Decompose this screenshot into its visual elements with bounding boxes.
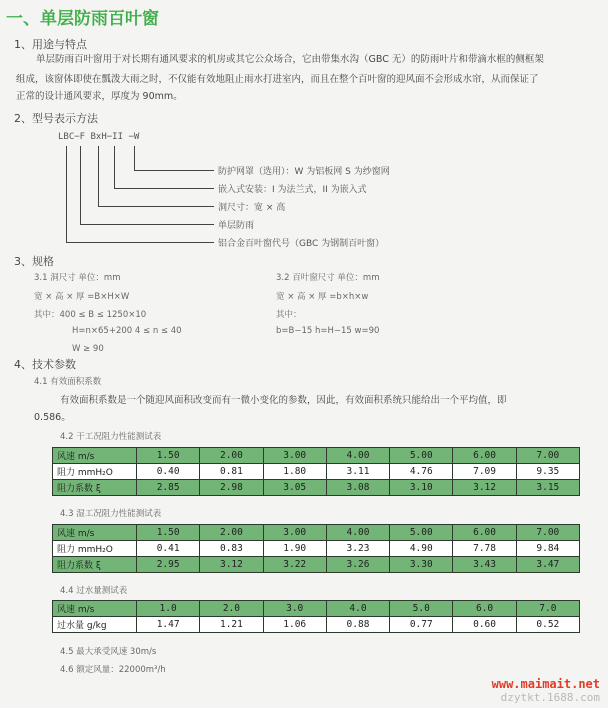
watermark-site: www.maimait.net (491, 677, 600, 691)
table-cell: 3.15 (516, 480, 579, 496)
s1-line-2: 组成，该窗体即使在瓢泼大雨之时，不仅能有效地阻止雨水打进室内，而且在整个百叶窗的迎风面不会形成水帘，从而保证了 (16, 74, 539, 85)
code-item-type: 单层防雨 (218, 221, 255, 231)
s41-line-2: 0.586。 (34, 412, 71, 423)
row-label: 过水量 g/kg (53, 617, 137, 633)
table-cell: 2.0 (200, 601, 263, 617)
table-cell: 0.77 (390, 617, 453, 633)
table-row (53, 557, 580, 573)
spec-left-3: 其中：400 ≤ B ≤ 1250×10 (34, 310, 147, 320)
code-item-size: 洞尺寸：宽 × 高 (218, 203, 286, 213)
row-label: 阻力系数 ξ (53, 480, 137, 496)
table-cell: 6.0 (453, 601, 516, 617)
watermark-url: dzytkt.1688.com (500, 691, 600, 704)
page-title: 一、单层防雨百叶窗 (6, 9, 159, 29)
code-item-code: 铝合金百叶窗代号（GBC 为钢制百叶窗） (218, 239, 385, 249)
s46-line: 4.6 额定风量：22000m³/h (60, 665, 166, 675)
section-1-heading: 1、用途与特点 (14, 38, 87, 51)
table-cell: 2.00 (200, 448, 263, 464)
table-cell: 4.00 (326, 448, 389, 464)
table-cell: 3.0 (263, 601, 326, 617)
table-cell: 7.0 (516, 601, 579, 617)
table-cell: 3.26 (326, 557, 389, 573)
table-cell: 3.12 (453, 480, 516, 496)
s1-line-1: 单层防雨百叶窗用于对长期有通风要求的机房或其它公众场合，它由带集水沟（GBC 无）的防雨叶片和带滴水框的侧框架 (36, 54, 544, 65)
spec-left-1: 3.1 洞尺寸 单位：mm (34, 273, 121, 283)
table-cell: 3.11 (326, 464, 389, 480)
table-cell: 0.81 (200, 464, 263, 480)
table-cell: 3.30 (390, 557, 453, 573)
table-cell: 5.0 (390, 601, 453, 617)
code-item-install: 嵌入式安装：I 为法兰式，II 为嵌入式 (218, 185, 367, 195)
table-cell: 0.52 (516, 617, 579, 633)
table-cell: 7.78 (453, 541, 516, 557)
table-cell: 3.23 (326, 541, 389, 557)
row-label: 阻力 mmH₂O (53, 464, 137, 480)
model-code: LBC−F BxH−II −W (58, 132, 140, 142)
table-row (53, 601, 580, 617)
table-row (53, 617, 580, 633)
spec-left-5: W ≥ 90 (72, 344, 104, 354)
table-cell: 0.60 (453, 617, 516, 633)
table-cell: 1.06 (263, 617, 326, 633)
table-cell: 1.50 (137, 448, 200, 464)
water-carryover-table (52, 600, 580, 633)
section-4-heading: 4、技术参数 (14, 358, 76, 371)
table-cell: 2.85 (137, 480, 200, 496)
table-row (53, 541, 580, 557)
s1-line-3: 正常的设计通风要求，厚度为 90mm。 (16, 91, 183, 102)
wet-resistance-table (52, 524, 580, 573)
table-cell: 0.83 (200, 541, 263, 557)
spec-left-4: H=n×65+200 4 ≤ n ≤ 40 (72, 326, 182, 336)
table-cell: 5.00 (390, 525, 453, 541)
s41-heading: 4.1 有效面积系数 (34, 377, 102, 387)
table-cell: 3.05 (263, 480, 326, 496)
table-cell: 5.00 (390, 448, 453, 464)
section-3-heading: 3、规格 (14, 255, 54, 268)
table-cell: 2.00 (200, 525, 263, 541)
table-cell: 4.0 (326, 601, 389, 617)
table-cell: 1.90 (263, 541, 326, 557)
table-cell: 1.80 (263, 464, 326, 480)
table-cell: 0.40 (137, 464, 200, 480)
row-label: 风速 m/s (53, 601, 137, 617)
spec-right-3: 其中： (276, 310, 302, 320)
row-label: 风速 m/s (53, 448, 137, 464)
table-cell: 9.84 (516, 541, 579, 557)
table-cell: 3.43 (453, 557, 516, 573)
row-label: 阻力系数 ξ (53, 557, 137, 573)
table-cell: 3.10 (390, 480, 453, 496)
table-cell: 9.35 (516, 464, 579, 480)
code-item-mesh: 防护网罩（选用）：W 为铝板网 S 为纱窗网 (218, 167, 390, 177)
table-cell: 4.76 (390, 464, 453, 480)
table-row (53, 448, 580, 464)
row-label: 阻力 mmH₂O (53, 541, 137, 557)
table-cell: 7.09 (453, 464, 516, 480)
table-cell: 3.08 (326, 480, 389, 496)
table-cell: 7.00 (516, 448, 579, 464)
table-row (53, 464, 580, 480)
table-cell: 2.95 (137, 557, 200, 573)
s42-heading: 4.2 干工况阻力性能测试表 (60, 432, 162, 442)
table-cell: 6.00 (453, 525, 516, 541)
table-cell: 1.21 (200, 617, 263, 633)
table-cell: 3.12 (200, 557, 263, 573)
table-cell: 3.22 (263, 557, 326, 573)
dry-resistance-table (52, 447, 580, 496)
spec-right-2: 宽 × 高 × 厚 =b×h×w (276, 292, 369, 302)
s41-line-1: 有效面积系数是一个随迎风面积改变而有一微小变化的参数，因此，有效面积系统只能给出一个平均值，即 (60, 395, 507, 406)
table-cell: 1.0 (137, 601, 200, 617)
table-cell: 2.98 (200, 480, 263, 496)
table-cell: 3.47 (516, 557, 579, 573)
table-row (53, 525, 580, 541)
table-cell: 7.00 (516, 525, 579, 541)
table-cell: 1.47 (137, 617, 200, 633)
spec-left-2: 宽 × 高 × 厚 =B×H×W (34, 292, 130, 302)
table-row (53, 480, 580, 496)
table-cell: 0.41 (137, 541, 200, 557)
table-cell: 0.88 (326, 617, 389, 633)
spec-right-1: 3.2 百叶窗尺寸 单位：mm (276, 273, 380, 283)
table-cell: 3.00 (263, 525, 326, 541)
table-cell: 1.50 (137, 525, 200, 541)
section-2-heading: 2、型号表示方法 (14, 112, 98, 125)
s43-heading: 4.3 湿工况阻力性能测试表 (60, 509, 162, 519)
table-cell: 4.90 (390, 541, 453, 557)
table-cell: 6.00 (453, 448, 516, 464)
table-cell: 4.00 (326, 525, 389, 541)
s45-line: 4.5 最大承受风速 30m/s (60, 647, 157, 657)
row-label: 风速 m/s (53, 525, 137, 541)
spec-right-4: b=B−15 h=H−15 w=90 (276, 326, 380, 336)
table-cell: 3.00 (263, 448, 326, 464)
s44-heading: 4.4 过水量测试表 (60, 586, 128, 596)
